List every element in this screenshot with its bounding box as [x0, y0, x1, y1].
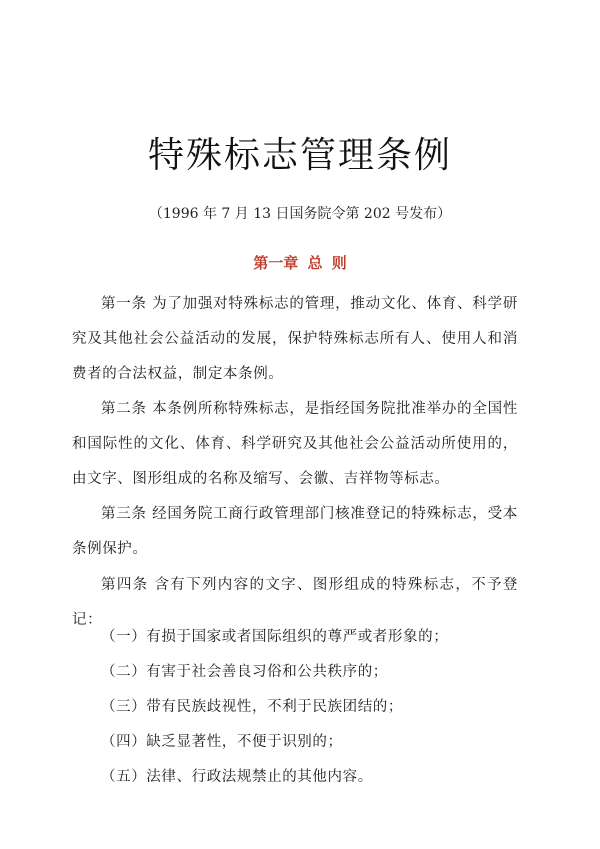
list-item: （三）带有民族歧视性，不利于民族团结的； — [101, 699, 403, 715]
list-item-wrap-4 — [72, 725, 518, 760]
document-title: 特殊标志管理条例 — [147, 135, 452, 176]
list-item: （四）缺乏显著性，不便于识别的； — [101, 734, 343, 750]
article-4-items — [72, 620, 518, 655]
chapter-heading: 第一章 总 则 — [253, 254, 347, 272]
article-2 — [72, 392, 518, 497]
document-subtitle: （1996 年 7 月 13 日国务院令第 202 号发布） — [148, 206, 452, 222]
list-item-wrap-5 — [72, 760, 518, 795]
list-item-wrap-2 — [72, 655, 518, 690]
article-4-text: 第四条 含有下列内容的文字、图形组成的特殊标志，不予登记： — [72, 577, 518, 628]
article-1 — [72, 287, 518, 392]
article-2-text: 第二条 本条例所称特殊标志，是指经国务院批准举办的全国性和国际性的文化、体育、科学研究及其他社会公益活动所使用的，由文字、图形组成的名称及缩写、会徽、吉祥物等标志。 — [72, 401, 518, 487]
list-item: （五）法律、行政法规禁止的其他内容。 — [101, 769, 373, 785]
list-item-wrap-3 — [72, 690, 518, 725]
list-item: （一）有损于国家或者国际组织的尊严或者形象的； — [101, 629, 449, 645]
article-3-text: 第三条 经国务院工商行政管理部门核准登记的特殊标志，受本条例保护。 — [72, 506, 518, 557]
list-item: （二）有害于社会善良习俗和公共秩序的； — [101, 664, 388, 680]
article-3 — [72, 497, 518, 567]
article-1-text: 第一条 为了加强对特殊标志的管理，推动文化、体育、科学研究及其他社会公益活动的发展，保护特殊标志所有人、使用人和消费者的合法权益，制定本条例。 — [72, 296, 518, 382]
